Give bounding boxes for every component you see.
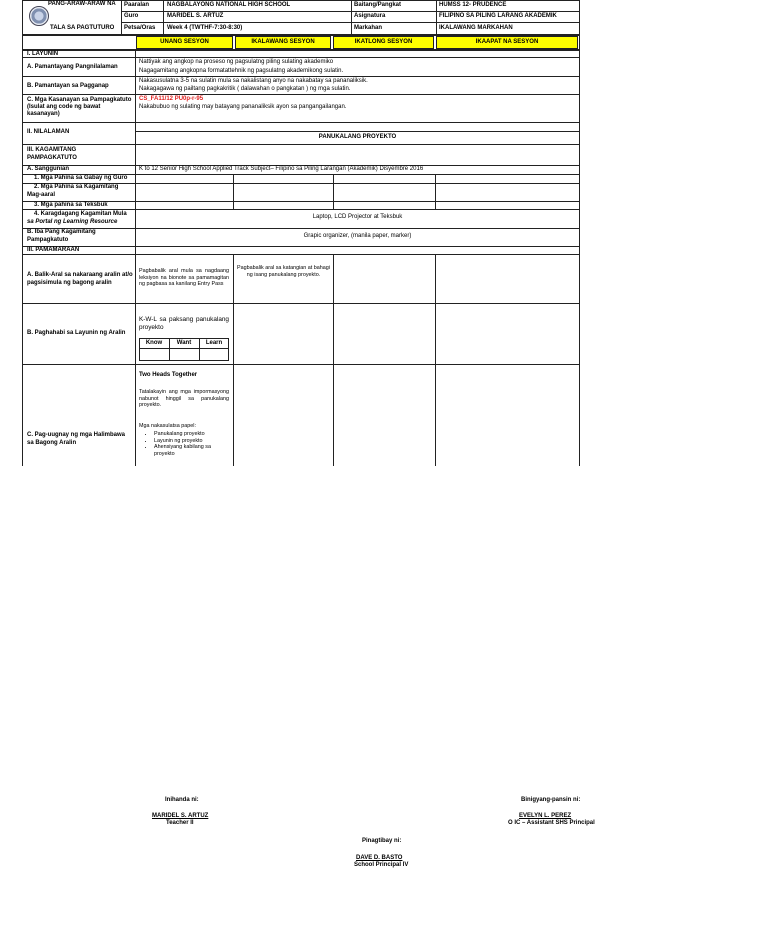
kwl-col-know: Know: [145, 340, 163, 346]
pamamaraan-heading: III. PAMAMARAAN: [27, 247, 80, 253]
guro-label: Guro: [124, 13, 139, 19]
nilalaman-heading: II. NILALAMAN: [27, 129, 70, 135]
mga-nakasulat-text: Mga nakasulatsa papel:: [139, 423, 196, 429]
kwl-col-learn: Learn: [205, 340, 223, 346]
iba-label-2: Pampagkatuto: [27, 237, 69, 243]
paguugnay-label-2: sa Bagong Aralin: [27, 440, 77, 446]
nilalaman-value: PANUKALANG PROYEKTO: [318, 134, 397, 140]
balik-label-1: A. Balik-Aral sa nakaraang aralin at/o: [27, 272, 133, 278]
paghahabi-label: B. Paghahabi sa Layunin ng Aralin: [27, 330, 126, 336]
session-label-4: IKAAPAT NA SESYON: [475, 39, 539, 45]
kasanayan-value: Nakabubuo ng sulating may batayang pananaliksik ayon sa pangangailangan.: [139, 104, 347, 110]
kagamitang-magaaral-label-1: 2. Mga Pahina sa Kagamitang: [34, 184, 119, 190]
kagamitang-magaaral-label-2: Mag-aaral: [27, 192, 56, 198]
inihanda-name: MARIDEL S. ARTUZ: [152, 813, 209, 819]
tatalakayin-text: Tatalakayin ang mga impormasyong nabunot hinggil sa panukalang proyekto.: [139, 389, 229, 409]
karagdagang-value: Laptop, LCD Projector at Teksbuk: [312, 214, 403, 220]
balik-session-2: Pagbabalik aral sa katangian at bahagi ng isang panukalang proyekto.: [237, 265, 330, 278]
sanggunian-value: K to 12 Senior High School Applied Track Subject– Filipino sa Piling Larangan (Akademik) Disyembre 2016: [139, 166, 424, 172]
pamantayang-value-2: Nagagamitang angkopna formatattehnik ng pagsulatng akademikong sulatin.: [139, 68, 344, 74]
paaralan-label: Paaralan: [124, 2, 150, 8]
asignatura-value: FILIPINO SA PILING LARANG AKADEMIK: [439, 13, 557, 19]
petsa-value: Week 4 (TWTHF-7:30-8:30): [167, 25, 243, 31]
bullet-item: • Ahensiyang kabilang sa proyekto: [154, 444, 230, 457]
balik-label-2: pagsisimula ng bagong aralin: [27, 280, 112, 286]
binigyang-title: O IC – Assistant SHS Principal: [508, 820, 595, 826]
deped-seal-logo: [29, 6, 49, 26]
kasanayan-label-2: (Isulat ang code ng bawat: [27, 104, 101, 110]
gabay-label: 1. Mga Pahina sa Gabay ng Guro: [34, 175, 128, 181]
session-label-2: IKALAWANG SESYON: [251, 39, 315, 45]
kasanayan-label-1: C. Mga Kasanayan sa Pampagkatuto: [27, 97, 132, 103]
pamantayang-label: A. Pamantayang Pangnilalaman: [27, 64, 118, 70]
baitang-label: Baitang/Pangkat: [354, 2, 402, 8]
binigyang-name: EVELYN L. PEREZ: [519, 813, 572, 819]
bullet-item: • Layunin ng proyekto: [154, 438, 230, 445]
teksbuk-label: 3. Mga pahina sa Teksbuk: [34, 202, 108, 208]
pamantayang-value-1: Nattiyak ang angkop na proseso ng pagsulatng piling sulating akademiko: [139, 59, 334, 65]
iba-label-1: B. Iba Pang Kagamitang: [27, 229, 96, 235]
karagdagang-label-1: 4. Karagdagang Kagamitan Mula: [34, 211, 127, 217]
kagamitang-heading-1: III. KAGAMITANG: [27, 147, 77, 153]
karagdagang-label-2: sa Portal ng Learning Resource: [27, 219, 118, 225]
bullet-item: • Panukalang proyekto: [154, 431, 230, 438]
main-table: [22, 50, 580, 466]
markahan-value: IKALAWANG MARKAHAN: [439, 25, 513, 31]
kwl-text: K-W-L sa paksang panukalang proyekto: [139, 316, 229, 331]
header-title-line1: PANG-ARAW-ARAW NA: [48, 1, 116, 7]
inihanda-label: Inihanda ni:: [165, 797, 199, 803]
binigyang-label: Binigyang-pansin ni:: [521, 797, 581, 803]
balik-session-1: Pagbabalik aral mula sa nagdaang leksiyon na bionote sa pamamagitan ng pagbasa sa kanilang Entry Pass: [139, 268, 229, 288]
sanggunian-label: A. Sanggunian: [27, 166, 69, 172]
kagamitang-heading-2: PAMPAGKATUTO: [27, 155, 77, 161]
bullet-list: [144, 431, 230, 466]
layunin-heading: I. LAYUNIN: [27, 51, 59, 57]
pagganap-value-2: Nakagagawa ng pailtang pagkakritik ( dalawahan o pangkatan ) ng mga sulatin.: [139, 86, 351, 92]
kwl-col-want: Want: [176, 340, 192, 346]
pagganap-label: B. Pamantayan sa Pagganap: [27, 83, 109, 89]
session-label-3: IKATLONG SESYON: [354, 39, 413, 45]
kasanayan-code: CS_FA11/12 PU0p-r-95: [139, 96, 204, 102]
paguugnay-label-1: C. Pag-uugnay ng mga Halimbawa: [27, 432, 126, 438]
pagganap-value-1: Nakasusulatna 3-5 na sulatin mula sa nakalistang anyo na nakabatay sa pananaliksik.: [139, 78, 368, 84]
asignatura-label: Asignatura: [354, 13, 386, 19]
paaralan-value: NAGBALAYONG NATIONAL HIGH SCHOOL: [167, 2, 291, 8]
iba-value: Grapic organizer, (manila paper, marker): [303, 233, 412, 239]
inihanda-title: Teacher II: [166, 820, 194, 826]
guro-value: MARIDEL S. ARTUZ: [167, 13, 224, 19]
pinagtibay-name: DAVE D. BASTO: [356, 855, 403, 861]
markahan-label: Markahan: [354, 25, 383, 31]
session-label-1: UNANG SESYON: [160, 39, 209, 45]
pinagtibay-title: School Principal IV: [354, 862, 409, 868]
pinagtibay-label: Pinagtibay ni:: [362, 838, 402, 844]
two-heads-title: Two Heads Together: [139, 372, 198, 378]
petsa-label: Petsa/Oras: [124, 25, 156, 31]
header-title-line2: TALA SA PAGTUTURO: [50, 25, 115, 31]
kasanayan-label-3: kasanayan): [27, 111, 60, 117]
baitang-value: HUMSS 12- PRUDENCE: [439, 2, 507, 8]
